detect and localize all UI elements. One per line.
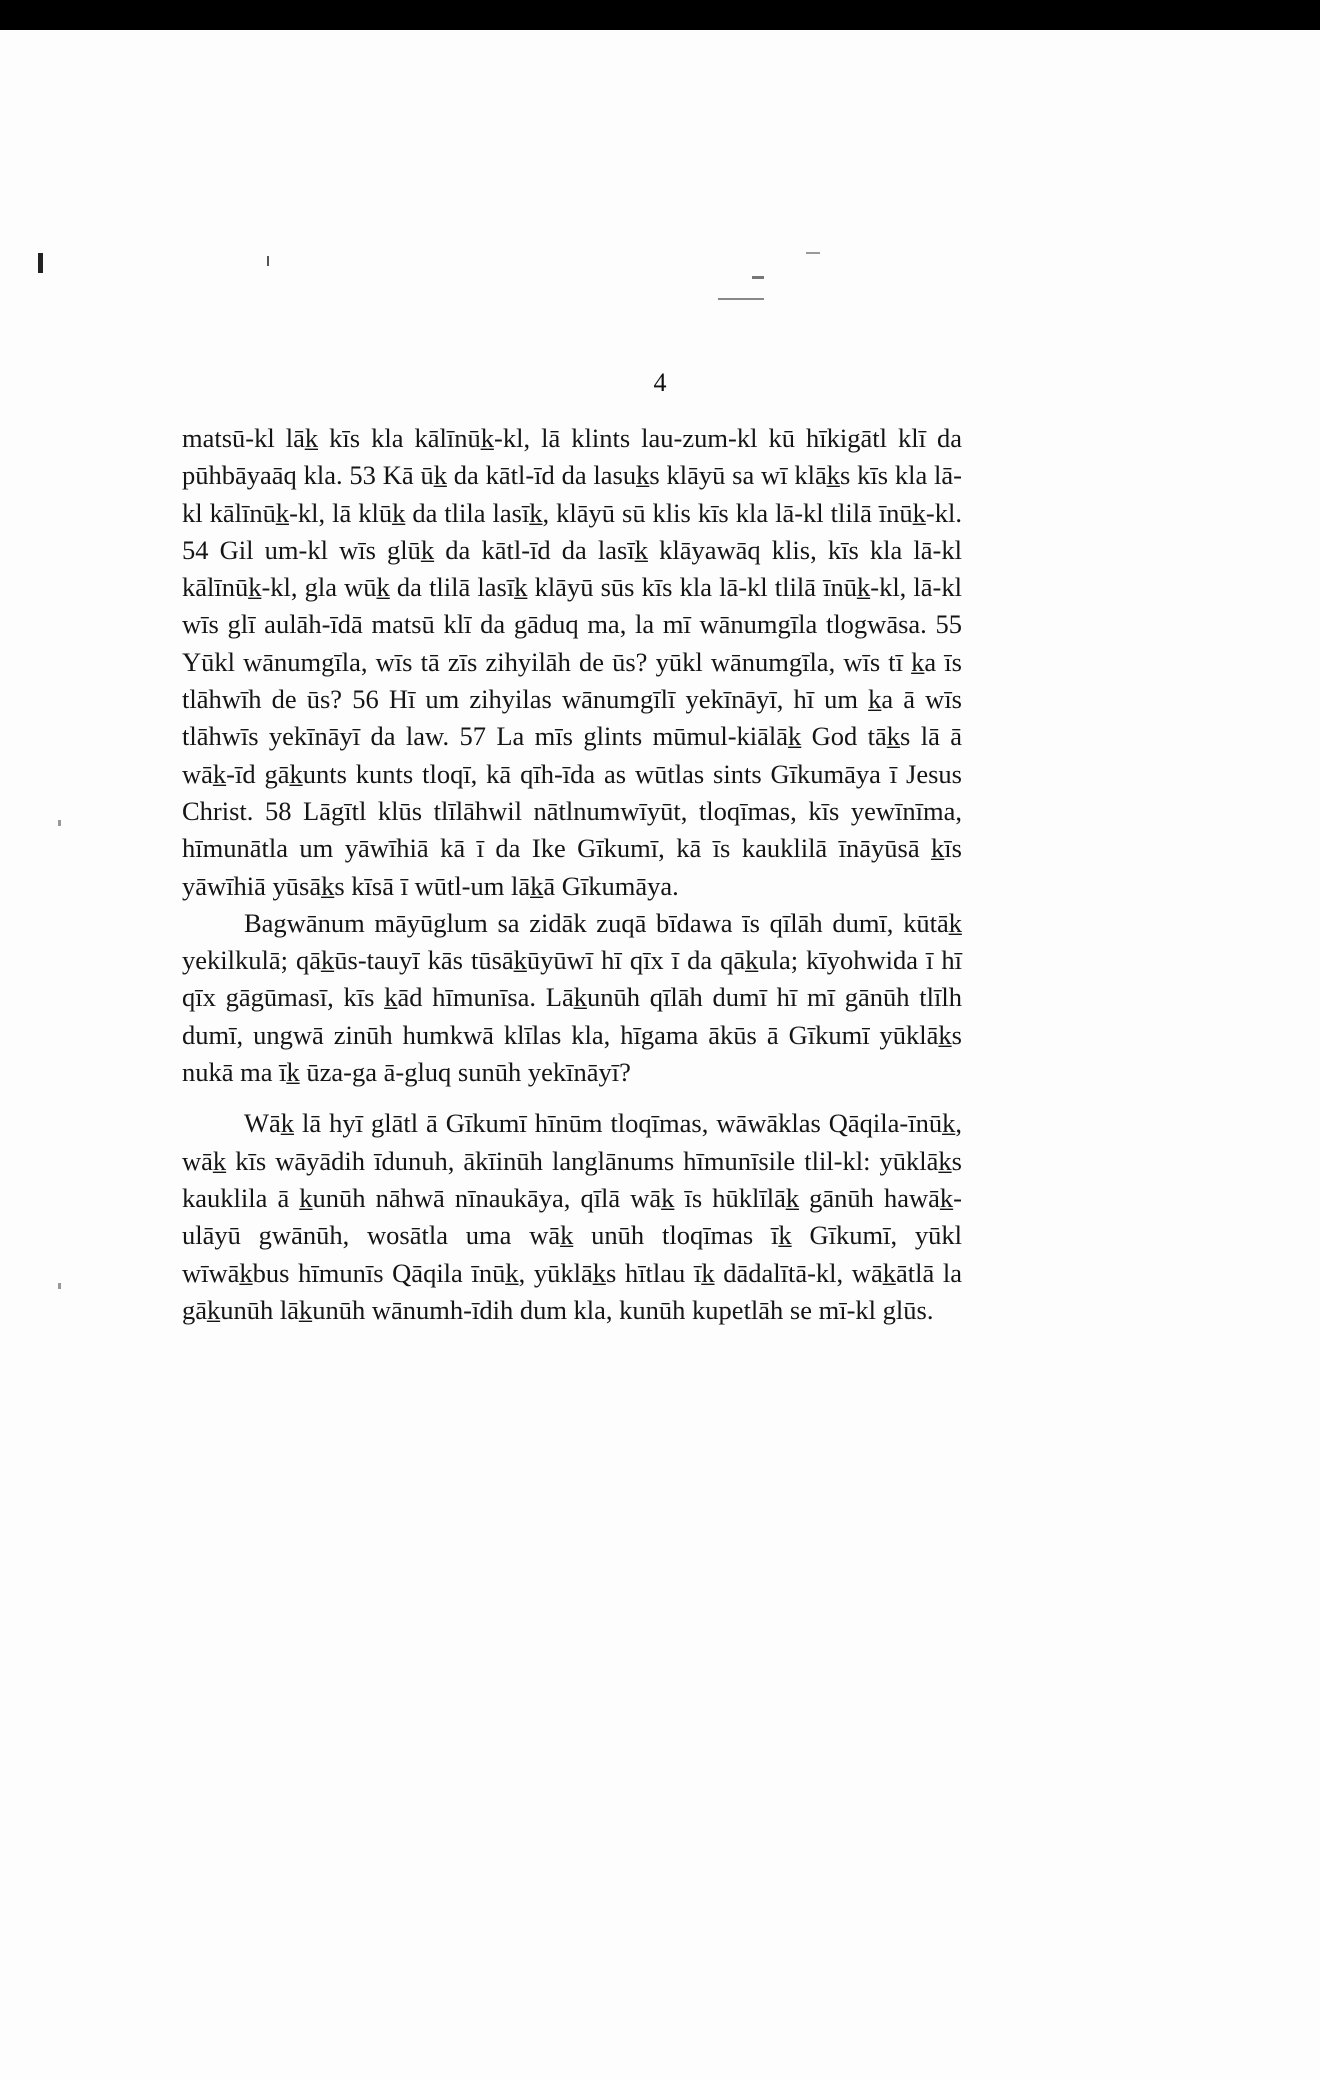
page-number: 4 xyxy=(653,368,667,397)
paragraph-continued: matsū-kl lāk̲ kīs kla kālīnūk̲-kl, lā klints lau-zum-kl kū hīkigātl klī da pūhbāyaāq kla. 53 Kā ūk̲ da kātl-īd da lasuk̲s klāyū sa wī klāk̲s kīs kla lā-kl kālīnūk̲-kl, lā klūk̲ da tlila lasīk̲, klāyū sū klis kīs kla lā-kl tlilā īnūk̲-kl. 54 Gil um-kl wīs glūk̲ da kātl-īd da lasīk̲ klāyawāq klis, kīs kla lā-kl kālīnūk̲-kl, gla wūk̲ da tlilā lasīk̲ klāyū sūs kīs kla lā-kl tlilā īnūk̲-kl, lā-kl wīs glī aulāh-īdā matsū klī da gāduq ma, la mī wānumgīla tlogwāsa. 55 Yūkl wānumgīla, wīs tā zīs zihyilāh de ūs? yūkl wānumgīla, wīs tī k̲a īs tlāhwīh de ūs? 56 Hī um zihyilas wānumgīlī yekīnāyī, hī um k̲a ā wīs tlāhwīs yekīnāyī da law. 57 La mīs glints mūmul-kiālāk̲ God tāk̲s lā ā wāk̲-īd gāk̲unts kunts tloqī, kā qīh-īda as wūtlas sints Gīkumāya ī Jesus Christ. 58 Lāgītl klūs tlīlāhwil nātlnumwīyūt, tloqīmas, kīs yewīnīma, hīmunātla um yāwīhiā kā ī da Ike Gīkumī, kā īs kauklilā īnāyūsā k̲īs yāwīhiā yūsāk̲s kīsā ī wūtl-um lāk̲ā Gīkumāya. xyxy=(182,423,962,901)
paragraph: Bagwānum māyūglum sa zidāk zuqā bīdawa īs qīlāh dumī, kūtāk̲ yekilkulā; qāk̲ūs-tauyī kās tūsāk̲ūyūwī hī qīx ī da qāk̲ula; kīyohwida ī hī qīx gāgūmasī, kīs k̲ād hīmunīsa. Lāk̲unūh qīlāh dumī hī mī gānūh tlīlh dumī, ungwā zinūh humkwā klīlas kla, hīgama ākūs ā Gīkumī yūklāk̲s nukā ma īk̲ ūza-ga ā-gluq sunūh yekīnāyī? xyxy=(182,907,962,1088)
scan-speck xyxy=(267,256,269,266)
scan-speck xyxy=(58,1283,61,1289)
scan-speck xyxy=(718,298,764,300)
body-text xyxy=(182,420,962,1329)
scan-speck xyxy=(58,820,61,826)
scan-speck xyxy=(806,252,820,254)
paragraph: Wāk̲ lā hyī glātl ā Gīkumī hīnūm tloqīmas, wāwāklas Qāqila-īnūk̲, wāk̲ kīs wāyādih īdunuh, ākīinūh langlānums hīmunīsile tlil-kl: yūklāk̲s kauklila ā k̲unūh nāhwā nīnaukāya, qīlā wāk̲ īs hūklīlāk̲ gānūh hawāk̲-ulāyū gwānūh, wosātla uma wāk̲ unūh tloqīmas īk̲ Gīkumī, yūkl wīwāk̲bus hīmunīs Qāqila īnūk̲, yūklāk̲s hītlau īk̲ dādalītā-kl, wāk̲ātlā la gāk̲unūh lāk̲unūh wānumh-īdih dum kla, kunūh kupetlāh se mī-kl glūs. xyxy=(182,1108,962,1325)
scan-speck xyxy=(38,253,43,273)
scan-speck xyxy=(752,276,764,279)
